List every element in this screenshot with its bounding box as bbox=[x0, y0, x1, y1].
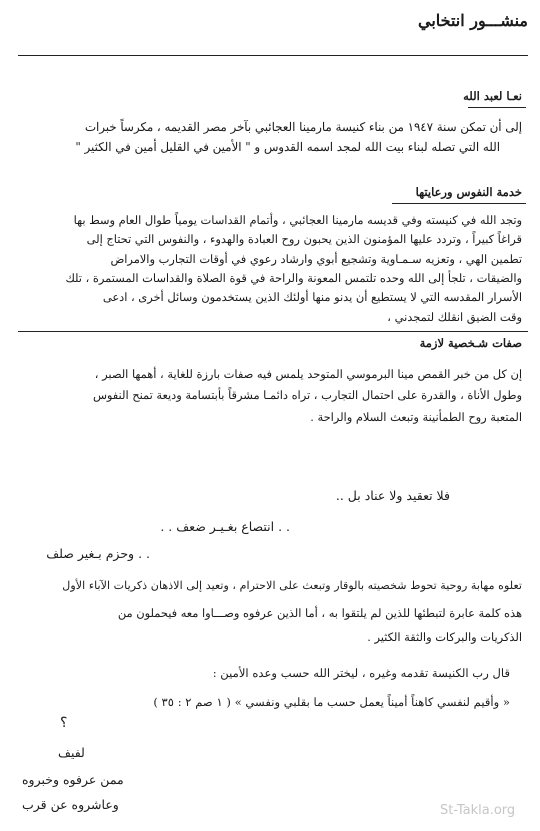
closing-line: لفيف bbox=[58, 745, 85, 760]
paragraph-3-line: وطول الأناة ، والقدرة على احتمال التجارب ، تراه دائمـا مشرقاً بأبتسامة وديعة تمنح النفوس bbox=[93, 388, 522, 402]
paragraph-2-line: قراغاً كبيراً ، وتردد عليها المؤمنون الذين يحبون روح العبادة والهدوء ، والنفوس التي تحتاج إلى bbox=[86, 232, 522, 246]
paragraph-2-line: الأسرار المقدسه التي لا يستطيع أن يدنو منها أولئك الذين يستخدمون وسائل أخرى ، ادعى bbox=[102, 290, 522, 304]
paragraph-3-line: إن كل من خبر القمص مينا البرموسي المتوحد يلمس فيه صفات بارزة للغاية ، أهمها الصبر ، bbox=[94, 367, 522, 381]
section-3-divider bbox=[18, 331, 528, 332]
paragraph-4-line: تعلوه مهابة روحية تحوط شخصيته بالوقار وتبعث على الاحترام ، وتعيد إلى الاذهان ذكريات الآباء الأول bbox=[62, 579, 522, 592]
paragraph-4-line: هذه كلمة عابرة لتبطئها للذين لم يلتقوا به ، أما الذين عرفوه وصـــاوا معه فيحملون من bbox=[117, 606, 522, 620]
line-firmness: . . وحزم بـغير صلف bbox=[46, 546, 150, 561]
paragraph-2-line: وقت الضيق انقلك لتمجدني ، bbox=[387, 310, 522, 324]
scripture-verse: « وأقيم لنفسي كاهناً أميناً يعمل حسب ما بقلبي ونفسي » ( ١ صم ٢ : ٣٥ ) bbox=[153, 695, 510, 709]
paragraph-3-line: المتعبة روح الطمأنينة وتبعث السلام والراحة . bbox=[310, 410, 522, 424]
paragraph-1-line: الله التي تصله لبناء بيت الله لمجد اسمه القدوس و " الأمين في القليل أمين في الكثير " bbox=[75, 140, 500, 154]
line-no-complexity: فلا تعقيد ولا عناد بل .. bbox=[335, 488, 450, 503]
paragraph-1-line: إلى أن تمكن سنة ١٩٤٧ من بناء كنيسة مارمينا العجائبي بآخر مصر القديمه ، مكرساً خبرات bbox=[84, 120, 522, 134]
closing-line: ممن عرفوه وخبروه bbox=[22, 772, 124, 787]
page-title: منشـــور انتخابي bbox=[417, 11, 528, 30]
section-heading-2-underline bbox=[392, 203, 526, 204]
section-heading-1: نعـا لعبد الله bbox=[463, 89, 522, 103]
section-heading-2: خدمة النفوس ورعايتها bbox=[415, 185, 522, 199]
paragraph-2-line: تطمين الهي ، وتعزيه سـمـاوية وتشجيع أبوي وارشاد رعوي في أوقات التجارب والامراض bbox=[110, 252, 522, 266]
watermark-logo: St-Takla.org bbox=[440, 803, 516, 818]
question-mark: ؟ bbox=[60, 715, 68, 731]
paragraph-2-line: والضيقات ، تلجأ إلى الله وحده تلتمس المعونة والراحة في قوة الصلاة والقداسات المستمرة ، تلك bbox=[65, 271, 522, 285]
paragraph-4-line: الذكريات والبركات والثقة الكثير . bbox=[367, 630, 522, 644]
closing-line: وعاشروه عن قرب bbox=[22, 797, 119, 812]
section-heading-3: صفات شـخصية لازمة bbox=[419, 336, 522, 350]
section-heading-1-underline bbox=[468, 107, 526, 108]
title-divider bbox=[18, 55, 528, 56]
line-lord: قال رب الكنيسة تقدمه وغيره ، ليختر الله حسب وعده الأمين : bbox=[212, 666, 510, 680]
line-obedience: . . انتصاع بغـيـر ضعف . . bbox=[160, 519, 290, 534]
paragraph-2-line: وتجد الله في كنيسته وفي قديسه مارمينا العجائبي ، وأتمام القداسات يومياً طوال العام وسط بها bbox=[73, 213, 522, 227]
